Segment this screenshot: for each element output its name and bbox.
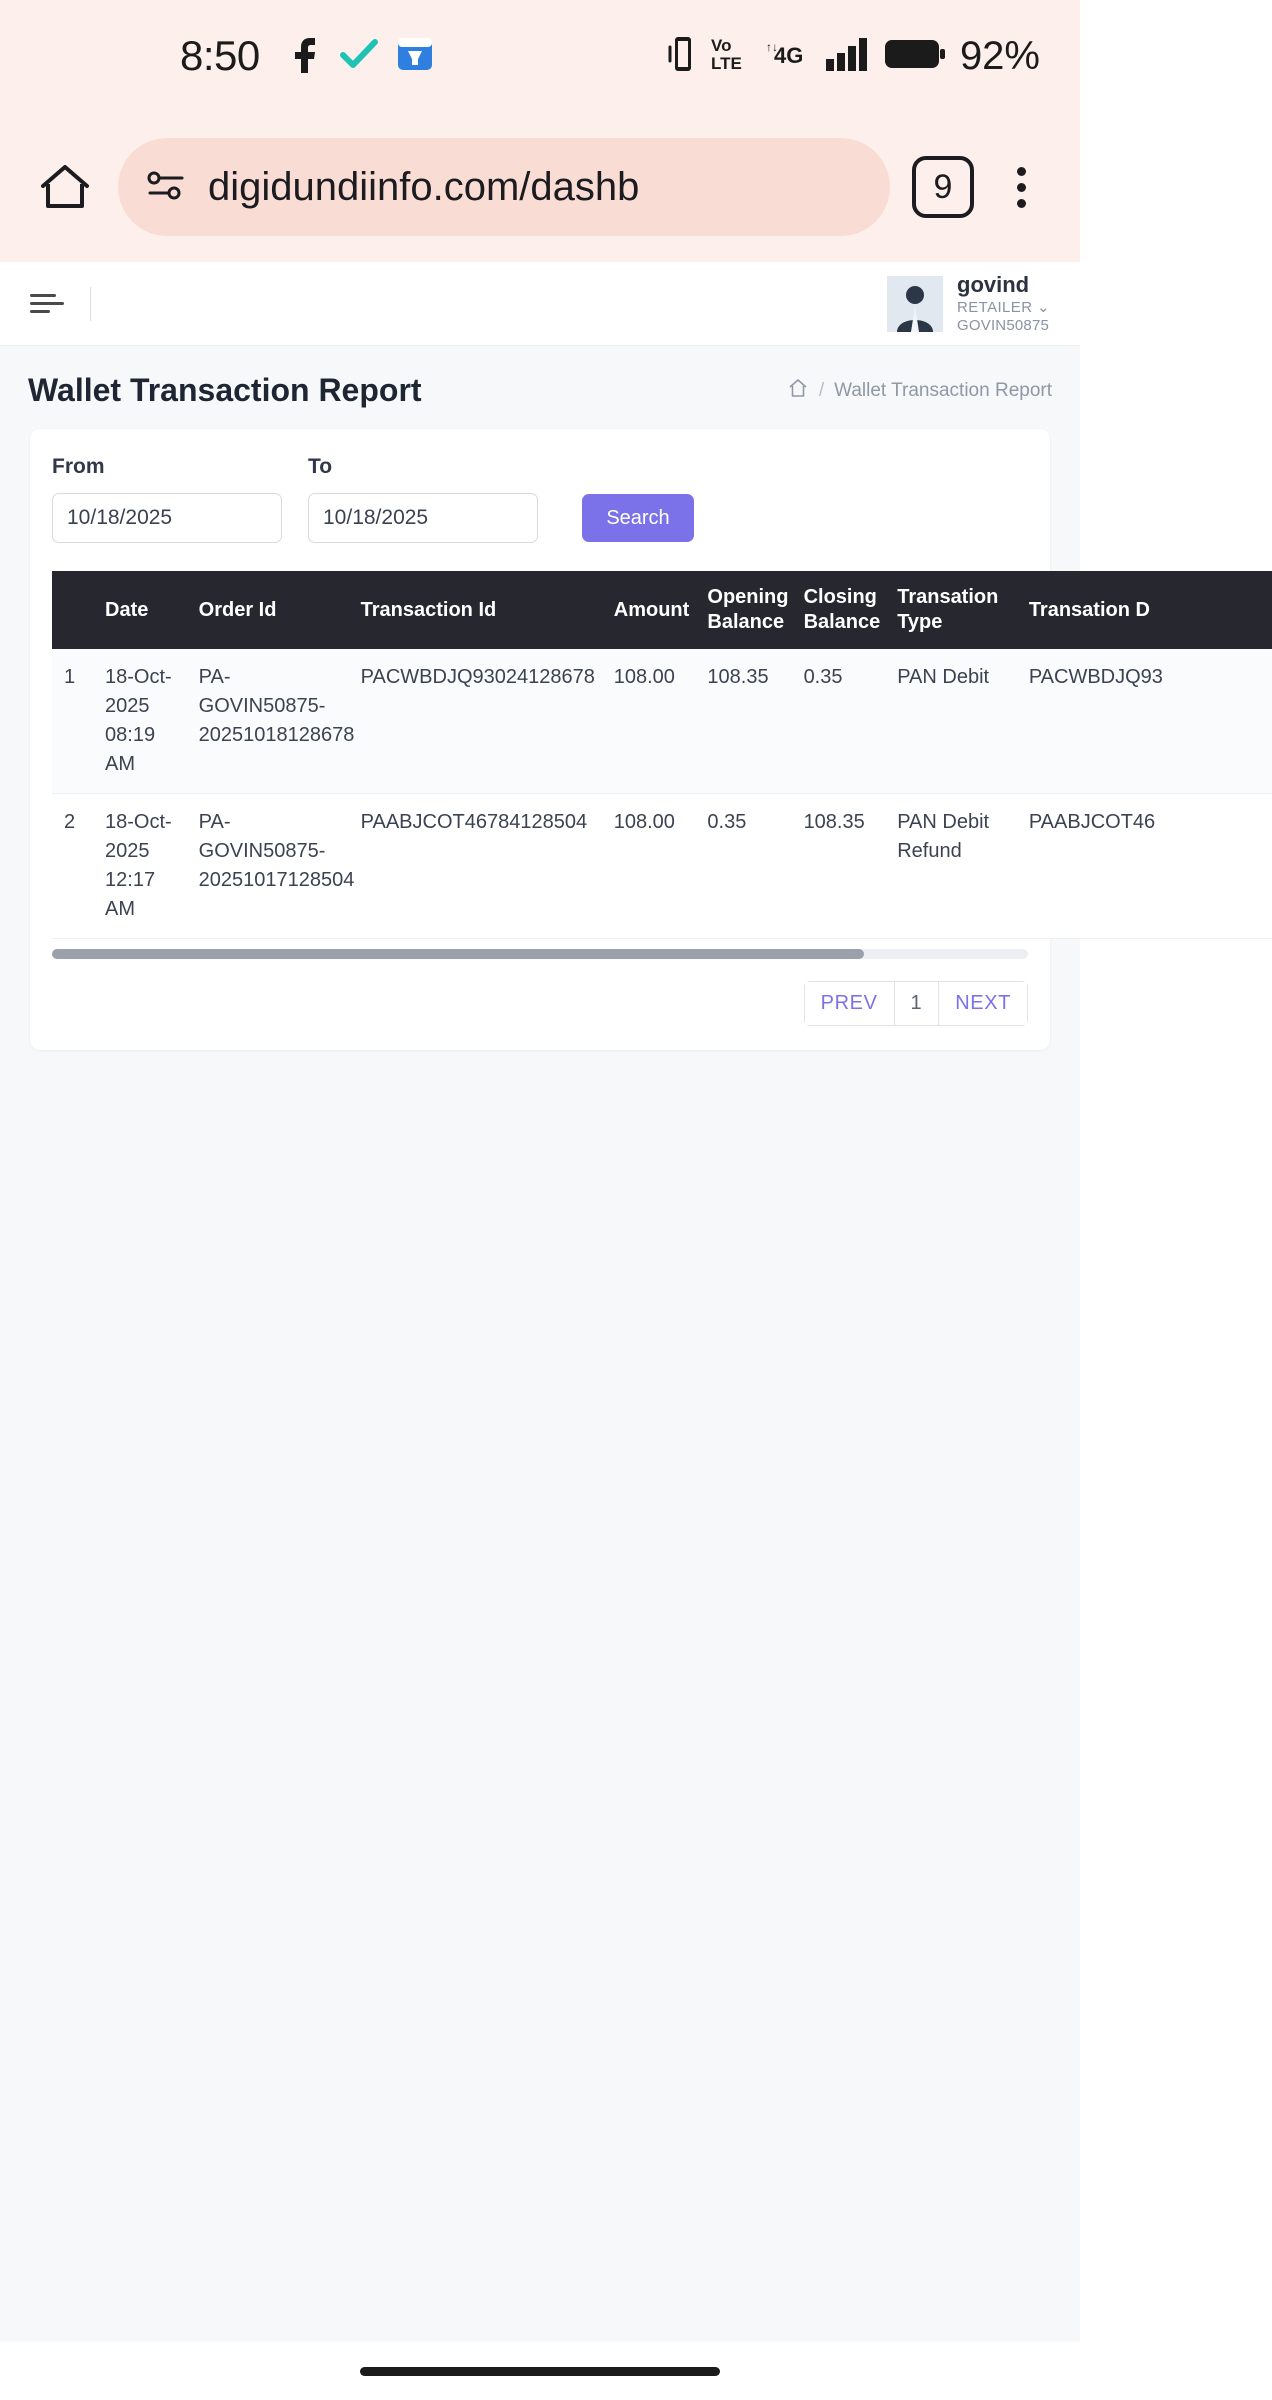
svg-text:↑↓: ↑↓ — [765, 39, 778, 54]
url-text[interactable]: digidundiinfo.com/dashb — [208, 164, 640, 209]
to-label: To — [308, 455, 333, 478]
transactions-table — [52, 571, 1272, 939]
cell-transaction-type: PAN Debit — [887, 649, 1019, 794]
home-gesture-pill[interactable] — [360, 2367, 720, 2376]
col-amount: Amount — [604, 571, 698, 649]
app-badge-icon — [396, 34, 434, 79]
pagination — [52, 959, 1028, 1032]
cell-transaction-detail: PACWBDJQ93 — [1019, 649, 1272, 794]
status-bar — [0, 0, 1080, 112]
table-head — [52, 571, 1272, 649]
col-closing-balance: Closing Balance — [794, 571, 888, 649]
to-date-field — [308, 455, 538, 543]
app-header — [0, 262, 1080, 346]
cell-order-id: PA-GOVIN50875-20251017128504 — [189, 794, 351, 939]
pagination-group — [804, 981, 1028, 1026]
report-card — [30, 429, 1163, 1050]
battery-percent-label: 92% — [959, 33, 1040, 78]
home-breadcrumb-icon[interactable] — [787, 377, 809, 405]
url-bar[interactable] — [118, 138, 890, 236]
cell-transaction-id: PACWBDJQ93024128678 — [351, 649, 604, 794]
chevron-down-icon[interactable]: ⌄ — [1037, 298, 1050, 316]
status-system-icons — [666, 33, 1040, 80]
cell-transaction-type: PAN Debit Refund — [887, 794, 1019, 939]
user-name: govind — [957, 272, 1030, 297]
to-date-input[interactable] — [308, 493, 538, 543]
cell-closing-balance: 108.35 — [794, 794, 888, 939]
hamburger-menu-icon[interactable] — [30, 294, 64, 313]
col-order-id: Order Id — [189, 571, 351, 649]
cell-amount: 108.00 — [604, 649, 698, 794]
facebook-icon — [288, 34, 322, 79]
scrollbar-thumb[interactable] — [52, 949, 864, 959]
col-opening-balance: Opening Balance — [697, 571, 793, 649]
status-clock: 8:50 — [180, 32, 260, 79]
cell-order-id: PA-GOVIN50875-20251018128678 — [189, 649, 351, 794]
table-body — [52, 649, 1272, 939]
table-row[interactable] — [52, 649, 1272, 794]
search-button[interactable]: Search — [582, 494, 694, 542]
avatar — [887, 276, 943, 332]
user-role: RETAILER ⌄ — [957, 298, 1050, 316]
tab-switcher-button[interactable]: 9 — [912, 156, 974, 218]
svg-text:Vo: Vo — [710, 35, 732, 55]
user-meta — [957, 271, 1050, 336]
from-label: From — [52, 455, 105, 478]
user-id: GOVIN50875 — [957, 317, 1050, 335]
page-titlebar — [0, 346, 1080, 429]
col-index — [52, 571, 95, 649]
svg-text:4G: 4G — [773, 42, 804, 68]
network-4g-icon — [764, 33, 810, 80]
col-date: Date — [95, 571, 189, 649]
user-menu[interactable] — [887, 271, 1050, 336]
cell-date: 18-Oct-2025 12:17 AM — [95, 794, 189, 939]
cell-index: 1 — [52, 649, 95, 794]
cell-index: 2 — [52, 794, 95, 939]
whatsapp-check-icon — [340, 37, 378, 76]
table-header-row — [52, 571, 1272, 649]
cell-amount: 108.00 — [604, 794, 698, 939]
cell-transaction-detail: PAABJCOT46 — [1019, 794, 1272, 939]
status-notification-icons — [288, 34, 434, 79]
page-number-button[interactable]: 1 — [895, 982, 940, 1025]
breadcrumb-separator: / — [818, 379, 825, 401]
battery-icon — [884, 37, 946, 76]
col-transaction-detail: Transation D — [1019, 571, 1272, 649]
cell-opening-balance: 108.35 — [697, 649, 793, 794]
signal-bars-icon — [824, 33, 870, 80]
transactions-table-wrapper — [52, 571, 1163, 939]
cell-closing-balance: 0.35 — [794, 649, 888, 794]
page-body — [0, 346, 1163, 2400]
col-transaction-type: Transation Type — [887, 571, 1019, 649]
col-transaction-id: Transaction Id — [351, 571, 604, 649]
volte-icon — [710, 33, 750, 80]
cell-opening-balance: 0.35 — [697, 794, 793, 939]
table-horizontal-scrollbar[interactable] — [52, 949, 1028, 959]
page-title: Wallet Transaction Report — [28, 372, 422, 408]
breadcrumb-current: Wallet Transaction Report — [834, 379, 1052, 401]
breadcrumb — [787, 377, 1052, 405]
filter-row — [52, 455, 1028, 555]
vibrate-icon — [666, 33, 696, 80]
header-divider — [90, 287, 91, 321]
browser-toolbar — [0, 112, 1080, 262]
overflow-menu-icon[interactable] — [996, 156, 1046, 218]
svg-text:LTE: LTE — [710, 53, 742, 73]
cell-transaction-id: PAABJCOT46784128504 — [351, 794, 604, 939]
cell-date: 18-Oct-2025 08:19 AM — [95, 649, 189, 794]
table-row[interactable] — [52, 794, 1272, 939]
site-settings-icon[interactable] — [144, 165, 190, 210]
system-navigation-bar — [0, 2342, 1080, 2400]
next-page-button[interactable]: NEXT — [939, 982, 1027, 1025]
home-icon[interactable] — [34, 156, 96, 218]
from-date-field — [52, 455, 282, 543]
from-date-input[interactable] — [52, 493, 282, 543]
prev-page-button[interactable]: PREV — [805, 982, 895, 1025]
